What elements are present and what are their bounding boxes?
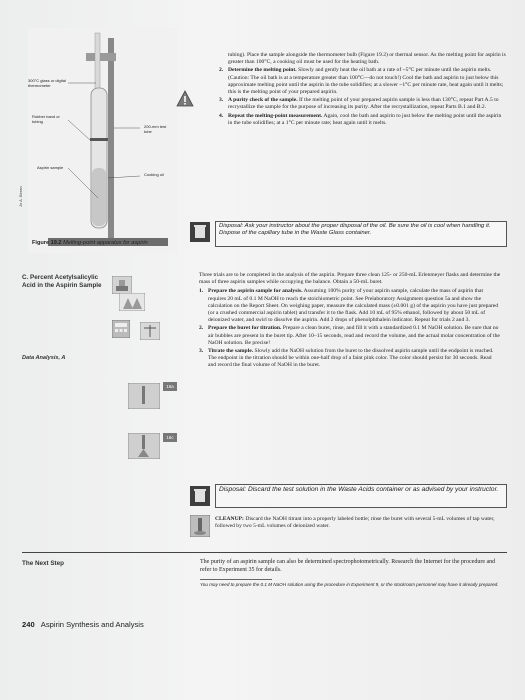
step-num: 4. — [219, 112, 224, 119]
waste-disposal-icon — [190, 486, 210, 506]
buret-rinse-icon — [128, 383, 160, 409]
melting-point-apparatus-figure — [28, 28, 178, 253]
step-num: 2. — [199, 325, 204, 332]
step-num: 3. — [219, 97, 224, 104]
section-c-heading: C. Percent Acetylsalicylic Acid in the Aspirin Sample — [22, 274, 102, 289]
waste-disposal-icon — [190, 222, 210, 242]
step-title: Prepare the aspirin sample for analysis. — [208, 288, 303, 295]
step-prepare-buret — [199, 325, 501, 347]
footnote: You may need to prepare the 0.1 M NaOH solution using the procedure in Experiment 9, or the stockroom personnel may have it already prepared. — [200, 582, 499, 587]
label-aspirin-sample: Aspirin sample — [37, 165, 64, 170]
label-test-tube: 200-mm test tube — [144, 124, 167, 134]
section-c-body — [199, 272, 501, 371]
balance-icon — [112, 276, 132, 294]
caution-icon — [176, 90, 194, 108]
icon-badge-16a: 16a — [163, 382, 177, 391]
step-title: Repeat the melting-point measurement. — [228, 112, 323, 119]
top-steps — [219, 52, 507, 128]
figure-caption-text: Melting-point apparatus for aspirin — [63, 240, 148, 246]
section-c-intro: Three trials are to be completed in the analysis of the aspirin. Prepare three clean 125- or 250-mL Erlenmeyer flasks and determine the mass of three aspirin samples while occupying the balance. Obtain a 50-mL buret. — [199, 272, 501, 286]
flasks-icon — [119, 293, 145, 311]
figure-caption-title: Figure 19.2 — [32, 240, 62, 246]
figure-caption — [32, 240, 152, 247]
step-text: Prepare a clean buret, rinse, and fill it with a standardized 0.1 M NaOH solution. Be sure that no air bubbles are present in the buret tip. After 10–15 seconds, read and record the volume, and the actual molar concentration of the NaOH solution. Be precise! — [208, 325, 500, 346]
cleanup-label: CLEANUP: — [215, 516, 244, 522]
titration-icon — [128, 433, 160, 459]
chapter-title: Aspirin Synthesis and Analysis — [40, 620, 144, 629]
step-title: A purity check of the sample. — [228, 97, 298, 104]
section-divider — [22, 552, 507, 553]
label-thermometer: 300°C glass or digital thermometer — [28, 78, 66, 88]
photo-credit: Jo A. Beran — [18, 186, 23, 207]
step-titrate — [199, 348, 501, 370]
calculator-icon — [112, 320, 130, 338]
step-purity-check — [219, 97, 507, 111]
label-cooking-oil: Cooking oil — [144, 172, 164, 177]
cleanup-icon — [190, 515, 210, 537]
step-repeat-measurement — [219, 113, 507, 127]
step-title: Determine the melting point. — [228, 67, 297, 74]
step1-continuation: tubing). Place the sample alongside the thermometer bulb (Figure 19.2) or thermal sensor. As the melting point for aspirin is greater than 100°C, a cooking oil must be used for the heating bath. — [228, 52, 506, 66]
step-text: Slowly add the NaOH solution from the buret to the dissolved aspirin sample until the endpoint is reached. The endpoint in the titration should be within one-half drop of a faint pink color. The color should persist for 30 seconds. Read and record the final volume of NaOH in the buret. — [208, 348, 494, 369]
next-step-heading: The Next Step — [22, 560, 64, 567]
disposal-oil-box: Disposal: Ask your instructor about the proper disposal of the oil. Be sure the oil is cool when handling it. Dispose of the capillary tube in the Waste Glass container. — [215, 221, 507, 247]
page-footer — [22, 620, 144, 629]
label-rubber-band: Rubber band or tubing — [32, 114, 60, 124]
next-step-text: The purity of an aspirin sample can also be determined spectrophotometrically. Research the Internet for the procedure and refer to Experiment 35 for details. — [200, 559, 496, 573]
step-text: Assuming 100% purity of your aspirin sample, calculate the mass of aspirin that requires 20 mL of 0.1 M NaOH to reach the stoichiometric point. See Prelaboratory Assignment question 5a and show the calculation on the Report Sheet. On weighing paper, measure the calculated mass (±0.001 g) of the aspirin you have just prepared (or a crushed commercial aspirin tablet) and transfer it to the flask. Add 10 mL of 95% ethanol, followed by about 50 mL of deionized water, and swirl to dissolve the aspirin. Add 2 drops of phenolphthalein indicator. Repeat for trials 2 and 3. — [208, 288, 499, 324]
step-num: 1. — [199, 288, 204, 295]
page-number: 240 — [22, 620, 35, 629]
step-title: Titrate the sample. — [208, 348, 254, 355]
step-determine-melting — [219, 67, 507, 96]
step-num: 2. — [219, 67, 224, 74]
weighing-icon — [140, 322, 160, 340]
cleanup-text — [215, 516, 501, 530]
footnote-rule — [200, 579, 272, 580]
data-analysis-label: Data Analysis, A — [22, 355, 66, 361]
step-prepare-sample — [199, 288, 501, 324]
step-num: 3. — [199, 348, 204, 355]
step-text: Again, cool the bath and aspirin to just below the melting point until the aspirin in the tube solidifies; at a 1°C per minute rate; heat again until it melts. — [228, 112, 502, 126]
icon-badge-16c: 16c — [163, 433, 177, 442]
disposal-acid-box: Disposal: Discard the test solution in the Waste Acids container or as advised by your instructor. — [215, 484, 507, 508]
step-title: Prepare the buret for titration. — [208, 325, 282, 332]
step-text: If the melting point of your prepared aspirin sample is less than 130°C, repeat Part A.5 to recrystallize the sample for the purpose of increasing its purity. After the recrystallization, repeat Parts B.1 and B.2. — [228, 97, 499, 111]
step-text: Slowly and gently heat the oil bath at a rate of ~5°C per minute until the aspirin melts. (Caution: The oil bath is at a temperature greater than 100°C—do not touch!) Cool the bath and aspirin to just below this approximate melting point until the aspirin in the tube solidifies; at a slower ~1°C per minute rate, heat again until it melts; this is the melting point of your prepared aspirin. — [228, 67, 504, 96]
cleanup-body: Discard the NaOH titrant into a properly labeled bottle; rinse the buret with several 5-mL volumes of tap water, followed by two 5-mL volumes of deionized water. — [215, 516, 495, 530]
